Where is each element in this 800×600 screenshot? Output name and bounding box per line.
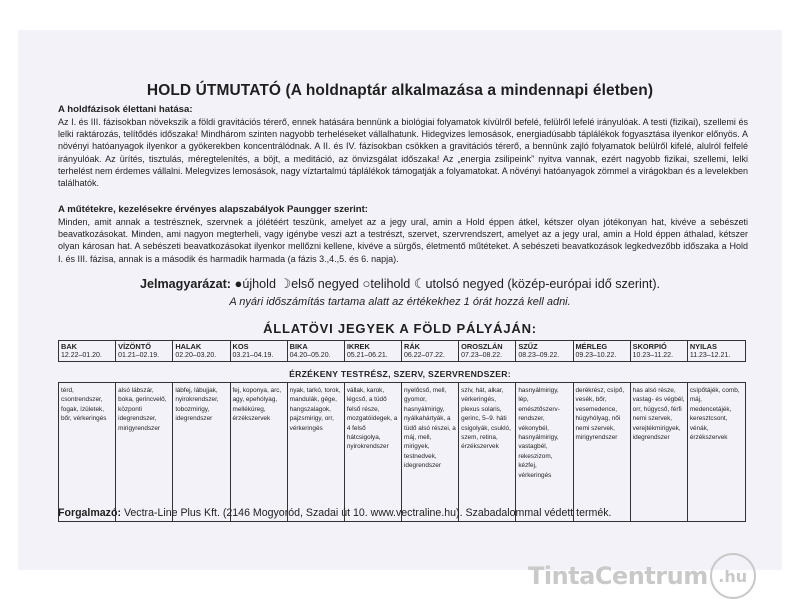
surgery-rules-text: Minden, amit annak a testrésznek, szervnek a jólétéért teszünk, amelyet az a jegy ural, amin a Hold éppen átkel, kétszer olyan jótékonyan hat, kivéve a sebészeti beavatkozásokat. Minden, ami nagyon megterheli, vagy igénybe veszi azt a testrészt, szervet, szervrendszert, amelyet az a jegy ural, amin a Hold éppen áthalad, kétszer olyan károsan hat. A sebészeti beavatkozásokat ilyenkor mellőzni kellene, kivéve a sürgős, életmentő műtéteket. A sebészeti beavatkozások legkedvezőbb időszaka a Hold I. és III. fázisa, annak is a második és harmadik harmada (a fázis 3.,4.,5. és 6. napja). — [58, 217, 748, 264]
zodiac-sign-dates: 04.20–05.20. — [289, 352, 331, 359]
organ-cell: térd, csontrendszer, fogak, ízületek, bőr, vérkeringés — [59, 383, 116, 521]
zodiac-sign-cell — [459, 341, 516, 361]
zodiac-sign-name: SKORPIÓ — [632, 342, 667, 351]
organ-cell: fej, koponya, arc, agy, epehólyag, melléküreg, érzékszervek — [231, 383, 288, 521]
page-title: HOLD ÚTMUTATÓ (A holdnaptár alkalmazása a mindennapi életben) — [146, 82, 654, 99]
distributor-footer — [58, 507, 758, 519]
organs-title: ÉRZÉKENY TESTRÉSZ, SZERV, SZERVRENDSZER: — [289, 369, 511, 379]
moon-guide-card — [18, 30, 782, 570]
moon-phase-section — [58, 104, 748, 189]
zodiac-sign-cell — [173, 341, 230, 361]
surgery-rules-heading: A műtétekre, kezelésekre érvényes alapszabályok Paungger szerint: — [58, 204, 368, 215]
zodiac-sign-dates: 01.21–02.19. — [118, 352, 160, 359]
organ-cell: derékrész, csípő, vesék, bőr, vesemedence, húgyhólyag, női nemi szervek, mirigyrendszer — [574, 383, 631, 521]
moon-phase-text: Az I. és III. fázisokban növekszik a földi gravitációs térerő, ennek hatására bennünk a biológiai folyamatok kívülről befelé, felülről lefelé irányulóak. A testi (fizikai), szellemi és lelki raktározás, telítődés időszaka! Mindhárom szinten nagyobb terheléseket vállalhatunk. Hidegvizes lemosások, energiadúsabb táplálékok fogyasztása ilyenkor előnyös. A növényi hatóanyagok ilyenkor a gyökerekben koncentrálódnak. A II. és IV. fázisokban csökken a gravitációs térerő, a bennünk zajló folyamatok belülről kifelé, alulról felfelé irányulóak. Az ürítés, tisztulás, méregtelenítés, a böjt, a meditáció, az önvizsgálat időszaka! Az „energia zsilipeink” nyitva vannak, ezért nagyobb fizikai, szellemi, lelki terhelést nem érdemes vállalni. Melegvizes lemosások, nagy víztartalmú táplálékok támogatják a folyamatokat. A növényi hatóanyagok zömmel a virágokban és a levelekben találhatók. — [58, 117, 748, 189]
legend-suffix: (közép-európai idő szerint). — [507, 277, 661, 291]
zodiac-sign-dates: 05.21–06.21. — [346, 352, 388, 359]
watermark — [528, 552, 800, 600]
footer-label: Forgalmazó: — [58, 507, 121, 519]
zodiac-sign-cell — [516, 341, 573, 361]
zodiac-sign-name: SZŰZ — [518, 342, 538, 351]
zodiac-sign-dates: 06.22–07.22. — [404, 352, 445, 359]
zodiac-sign-cell — [231, 341, 288, 361]
zodiac-sign-name: BIKA — [289, 342, 308, 351]
full-moon-icon: ○ — [362, 276, 371, 291]
zodiac-sign-name: MÉRLEG — [575, 342, 608, 351]
watermark-brand: TintaCentrum — [528, 562, 708, 590]
zodiac-signs-row — [58, 340, 746, 362]
organ-cell: nyak, tarkó, torok, mandulák, gége, hangszalagok, pajzsmirigy, orr, vérkeringés — [288, 383, 345, 521]
legend — [18, 276, 782, 292]
surgery-rules-section — [58, 204, 748, 265]
legend-new-moon: újhold — [242, 277, 276, 291]
zodiac-sign-cell — [116, 341, 173, 361]
organ-cell: vállak, karok, légcső, a tüdő felső része, mozgatóidegek, a 4 felső hátcsigolya, nyirokrendszer — [345, 383, 402, 521]
zodiac-sign-dates: 10.23–11.22. — [632, 352, 674, 359]
zodiac-sign-cell — [402, 341, 459, 361]
new-moon-icon: ● — [234, 276, 243, 291]
zodiac-sign-dates: 08.23–09.22. — [518, 352, 560, 359]
zodiac-sign-cell — [59, 341, 116, 361]
moon-phase-heading: A holdfázisok élettani hatása: — [58, 104, 193, 115]
zodiac-sign-dates: 09.23–10.22. — [575, 352, 617, 359]
footer-text: Vectra-Line Plus Kft. (2146 Mogyoród, Szadai út 10. www.vectraline.hu). Szabadalommal védett termék. — [123, 507, 612, 519]
zodiac-sign-name: NYILAS — [689, 342, 717, 351]
organ-cell: szív, hát, alkar, vérkeringés, plexus solaris, gerinc, 5–9. háti csigolyák, csukló, szem, retina, érzékszervek — [459, 383, 516, 521]
zodiac-sign-cell — [345, 341, 402, 361]
legend-full-moon: telihold — [370, 277, 411, 291]
organ-cell: alsó lábszár, boka, gerincvelő, központi idegrendszer, mirigyrendszer — [116, 383, 173, 521]
organ-cell: nyelőcső, mell, gyomor, hasnyálmirigy, nyálkahártyák, a tüdő alsó részei, a máj, mell, mirigyek, testnedvek, idegrendszer — [402, 383, 459, 521]
zodiac-sign-dates: 03.21–04.19. — [232, 352, 274, 359]
zodiac-sign-name: BAK — [61, 342, 78, 351]
organ-cell: has alsó része, vastag- és végbél, orr, húgycső, férfi nemi szervek, verejtékmirigyek, idegrendszer — [631, 383, 688, 521]
legend-first-quarter: első negyed — [291, 277, 360, 291]
legend-last-quarter: utolsó negyed — [425, 277, 504, 291]
zodiac-sign-name: OROSZLÁN — [461, 342, 503, 351]
zodiac-sign-name: KOS — [232, 342, 249, 351]
zodiac-sign-cell — [574, 341, 631, 361]
organ-cell: lábfej, lábujjak, nyirokrendszer, tobozmirigy, idegrendszer — [173, 383, 230, 521]
organs-row — [58, 382, 746, 522]
zodiac-sign-name: RÁK — [404, 342, 421, 351]
zodiac-sign-dates: 11.23–12.21. — [689, 352, 731, 359]
zodiac-sign-cell — [288, 341, 345, 361]
organ-cell: csípőtájék, comb, máj, medencetájék, keresztcsont, vénák, érzékszervek — [689, 387, 740, 442]
zodiac-sign-name: VÍZÖNTŐ — [118, 342, 152, 351]
zodiac-sign-cell — [631, 341, 688, 361]
organ-cell: hasnyálmirigy, lép, emésztőszervrendszer, vékonybél, hasnyálmirigy, vastagbél, rekeszizom, kézfej, vérkeringés — [516, 383, 573, 521]
summer-time-note: A nyári időszámítás tartama alatt az értékekhez 1 órát hozzá kell adni. — [229, 296, 571, 308]
last-quarter-icon: ☾ — [413, 276, 426, 291]
zodiac-sign-cell — [688, 341, 745, 361]
zodiac-title: ÁLLATÖVI JEGYEK A FÖLD PÁLYÁJÁN: — [263, 321, 537, 336]
zodiac-sign-name: HALAK — [175, 342, 202, 351]
zodiac-sign-name: IKREK — [346, 342, 370, 351]
legend-label: Jelmagyarázat: — [139, 277, 231, 291]
watermark-tld-badge: .hu — [710, 553, 756, 599]
zodiac-sign-dates: 12.22–01.20. — [61, 352, 102, 359]
zodiac-sign-dates: 02.20–03.20. — [175, 352, 217, 359]
first-quarter-icon: ☽ — [279, 276, 292, 291]
zodiac-sign-dates: 07.23–08.22. — [461, 352, 503, 359]
